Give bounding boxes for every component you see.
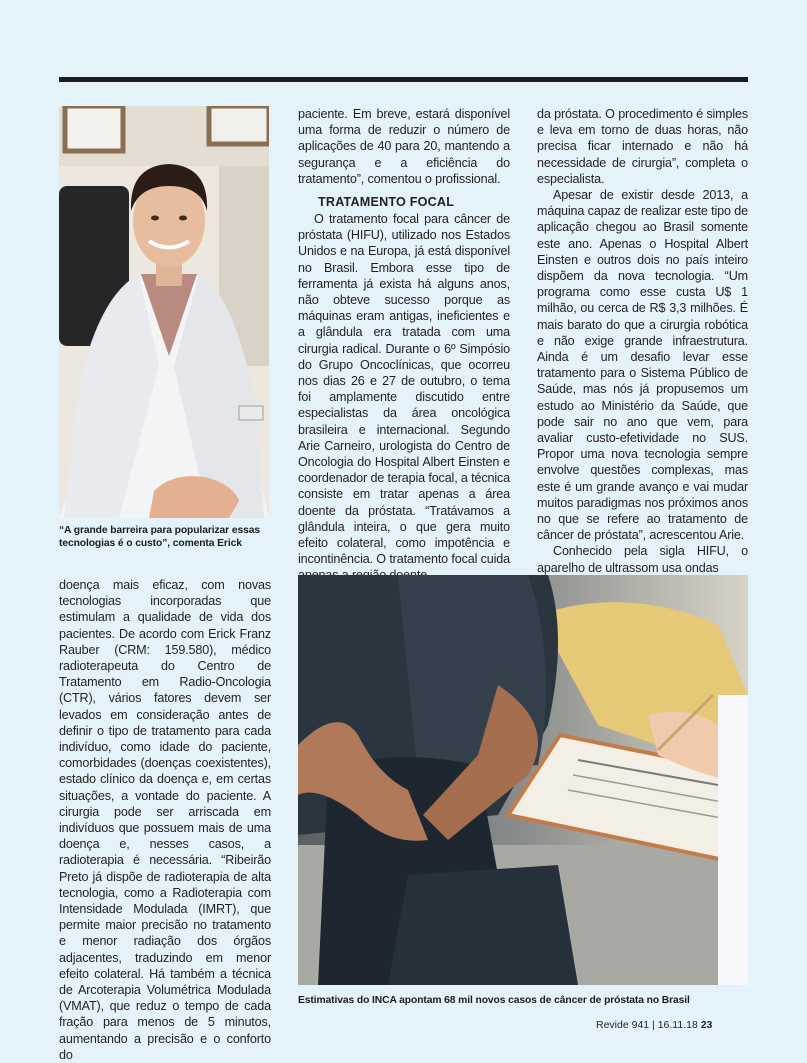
paragraph: paciente. Em breve, estará disponível uma forma de reduzir o número de aplicações de 40 para 20, mantendo a segurança e a eficiência do tratamento”, comentou o profissional. [298,107,510,186]
article-column-right [537,106,748,576]
paragraph: da próstata. O procedimento é simples e leva em torno de duas horas, não precisa ficar internado e não há necessidade de cirurgia”, completa o especialista. [537,107,748,186]
consultation-photo-caption: Estimativas do INCA apontam 68 mil novos casos de câncer de próstata no Brasil [298,995,690,1006]
publication-name: Revide 941 [596,1019,650,1031]
paragraph: O tratamento focal para câncer de próstata (HIFU), utilizado nos Estados Unidos e na Europa, já está disponível no Brasil. Embora esse tipo de ferramenta já exista há alguns anos, não obteve sucesso porque as máquinas eram antigas, ineficientes e a glândula era tratada com uma cirurgia radical. Durante o 6º Simpósio do Grupo Oncoclínicas, que ocorreu nos dias 26 e 27 de outubro, o tema foi amplamente discutido entre especialistas da área oncológica brasileira e internacional. Segundo Arie Carneiro, urologista do Centro de Oncologia do Hospital Albert Einsten e coordenador de terapia focal, a técnica consiste em tratar apenas a área doente da próstata. “Tratávamos a glândula inteira, o que gera muito efeito colateral, como impotência e incontinência. O tratamento focal cuida [298,212,510,567]
paragraph: Apesar de existir desde 2013, a máquina capaz de realizar este tipo de aplicação chegou ao Brasil somente este ano. Apenas o Hospital Albert Einsten e outros dois no país inteiro dispõem da nova tecnologia. “Um programa como esse custa U$ 1 milhão, ou cerca de R$ 3,3 milhões. É mais barato do que a cirurgia robótica e não exige grande infraestrutura. Ainda é um desafio levar esse tratamento para o Sistema Público de Saúde, mas nós já propusemos um estudo ao Ministério da Saúde, que pode sair no ano que vem, para avaliar custo-efetividade no SUS. Propor uma nova tecnologia sempre envolve questões complexas, mas este é um grande avanço e vai mudar muitos paradigmas nos próximos anos no que se refere ao tratamento de câncer de próstata”, acrescentou Arie. [537,188,748,543]
article-column-middle [298,106,510,584]
paragraph: Conhecido pela sigla HIFU, o aparelho de ultrassom usa ondas [537,544,748,575]
top-rule [59,77,748,82]
article-column-left [59,577,271,1063]
section-heading: TRATAMENTO FOCAL [318,195,455,210]
paragraph: doença mais eficaz, com novas tecnologias incorporadas que estimulam a qualidade de vida dos pacientes. De acordo com Erick Franz Rauber (CRM: 159.580), médico radioterapeuta do Centro de Tratamento em Radio-Oncologia (CTR), vários fatores devem ser levados em consideração antes de definir o tipo de tratamento para cada indivíduo, como idade do paciente, comorbidades (doenças coexistentes), estado clínico da doença e, em certas situações, a vontade do paciente. A cirurgia pode ser arriscada em indivíduos que possuem mais de uma doença e, nesses casos, a radioterapia é necessária. “Ribeirão Preto já dispõe de radioterapia de alta tecnologia, como a Radioterapia com Intensidade Modulada (IMRT), que permite maior precisão no tratamento e menor radiação dos órgãos adjacentes, traduzindo em menor efeito colateral. Há também a técnica de Arcoterapia Volumétrica Modulada (VMAT), que reduz o tempo de cada fração para menos de 5 minutos, aumentando a precisão e o conforto do [59,578,271,1062]
footer-separator: | [652,1019,655,1031]
doctor-photo-caption: “A grande barreira para popularizar essas tecnologias é o custo”, comenta Erick [59,525,260,549]
doctor-photo [59,106,269,518]
consultation-photo [298,575,748,985]
page-footer [596,1019,712,1031]
page-number: 23 [700,1019,713,1031]
issue-date: 16.11.18 [657,1019,698,1031]
